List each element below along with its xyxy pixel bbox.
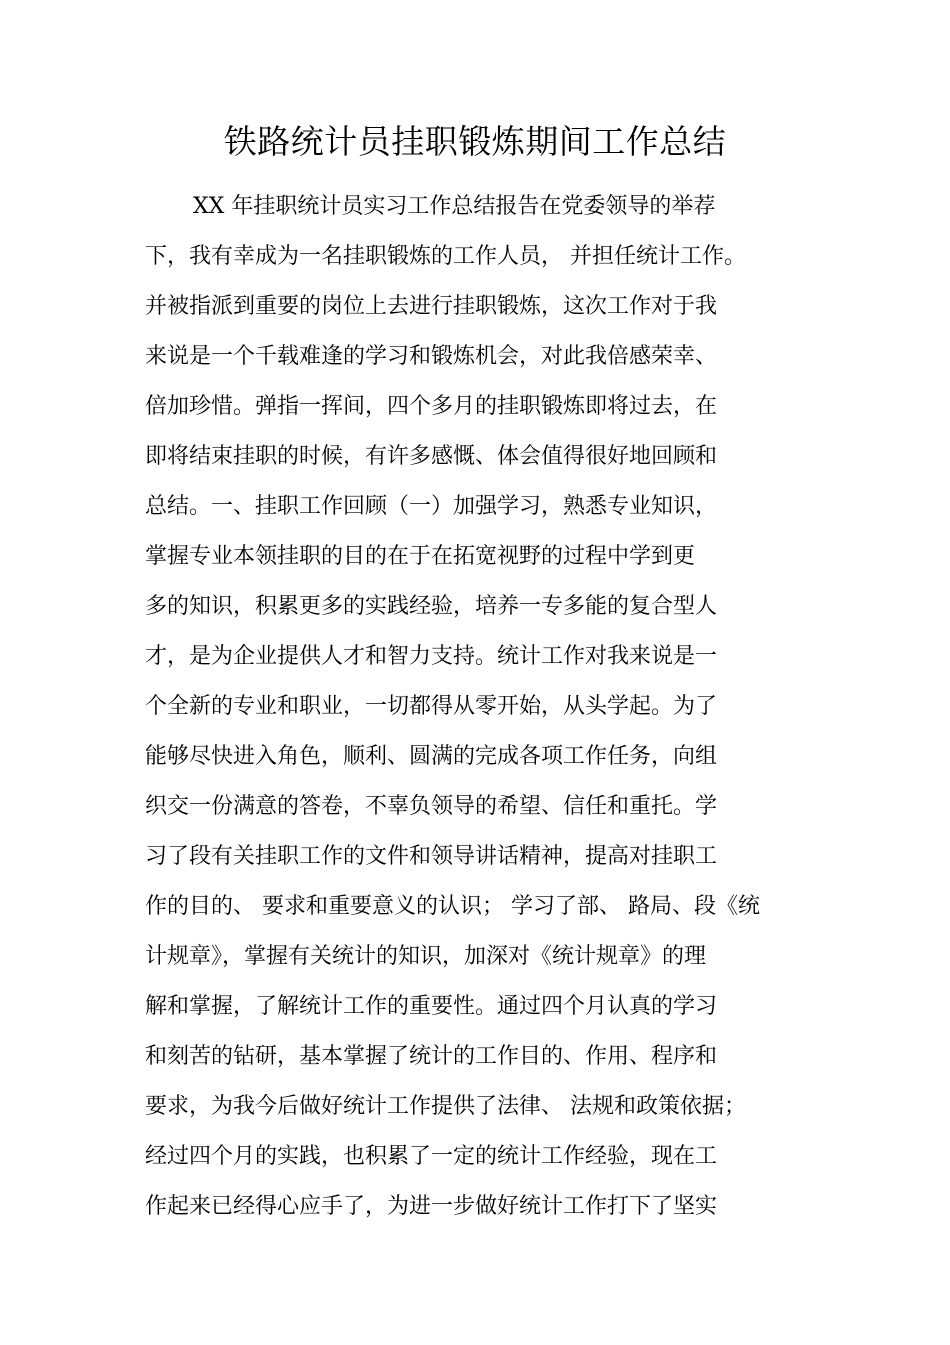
body-line: 习了段有关挂职工作的文件和领导讲话精神，提高对挂职工 [145,844,718,869]
body-line: 才，是为企业提供人才和智力支持。统计工作对我来说是一 [145,644,718,669]
body-line: 来说是一个千载难逢的学习和锻炼机会，对此我倍感荣幸、 [145,344,718,369]
body-line: 要求，为我今后做好统计工作提供了法律、 法规和政策依据； [145,1094,746,1119]
body-line: 个全新的专业和职业，一切都得从零开始，从头学起。为了 [145,694,718,719]
body-line: 和刻苦的钻研，基本掌握了统计的工作目的、作用、程序和 [145,1044,718,1069]
body-line: 经过四个月的实践，也积累了一定的统计工作经验，现在工 [145,1144,718,1169]
body-line: 即将结束挂职的时候，有许多感慨、体会值得很好地回顾和 [145,444,718,469]
body-line: XX 年挂职统计员实习工作总结报告在党委领导的举荐 [193,194,716,219]
body-line: 织交一份满意的答卷，不辜负领导的希望、信任和重托。学 [145,794,718,819]
body-line: 掌握专业本领挂职的目的在于在拓宽视野的过程中学到更 [145,544,696,569]
body-line: 解和掌握，了解统计工作的重要性。通过四个月认真的学习 [145,994,718,1019]
document-title: 铁路统计员挂职锻炼期间工作总结 [223,122,727,161]
body-line: 并被指派到重要的岗位上去进行挂职锻炼，这次工作对于我 [145,294,718,319]
body-line: 计规章》，掌握有关统计的知识，加深对《统计规章》的理 [145,944,707,969]
body-line: 作起来已经得心应手了，为进一步做好统计工作打下了坚实 [145,1194,718,1219]
body-line: 倍加珍惜。弹指一挥间，四个多月的挂职锻炼即将过去，在 [145,394,718,419]
body-line: 能够尽快进入角色，顺利、圆满的完成各项工作任务，向组 [145,744,718,769]
body-line: 总结。一、挂职工作回顾（一）加强学习，熟悉专业知识， [145,494,718,519]
body-line: 多的知识，积累更多的实践经验，培养一专多能的复合型人 [145,594,718,619]
body-line: 下，我有幸成为一名挂职锻炼的工作人员， 并担任统计工作。 [145,244,746,269]
body-line: 作的目的、 要求和重要意义的认识； 学习了部、 路局、段《统 [145,894,760,919]
document-body [145,188,845,1238]
